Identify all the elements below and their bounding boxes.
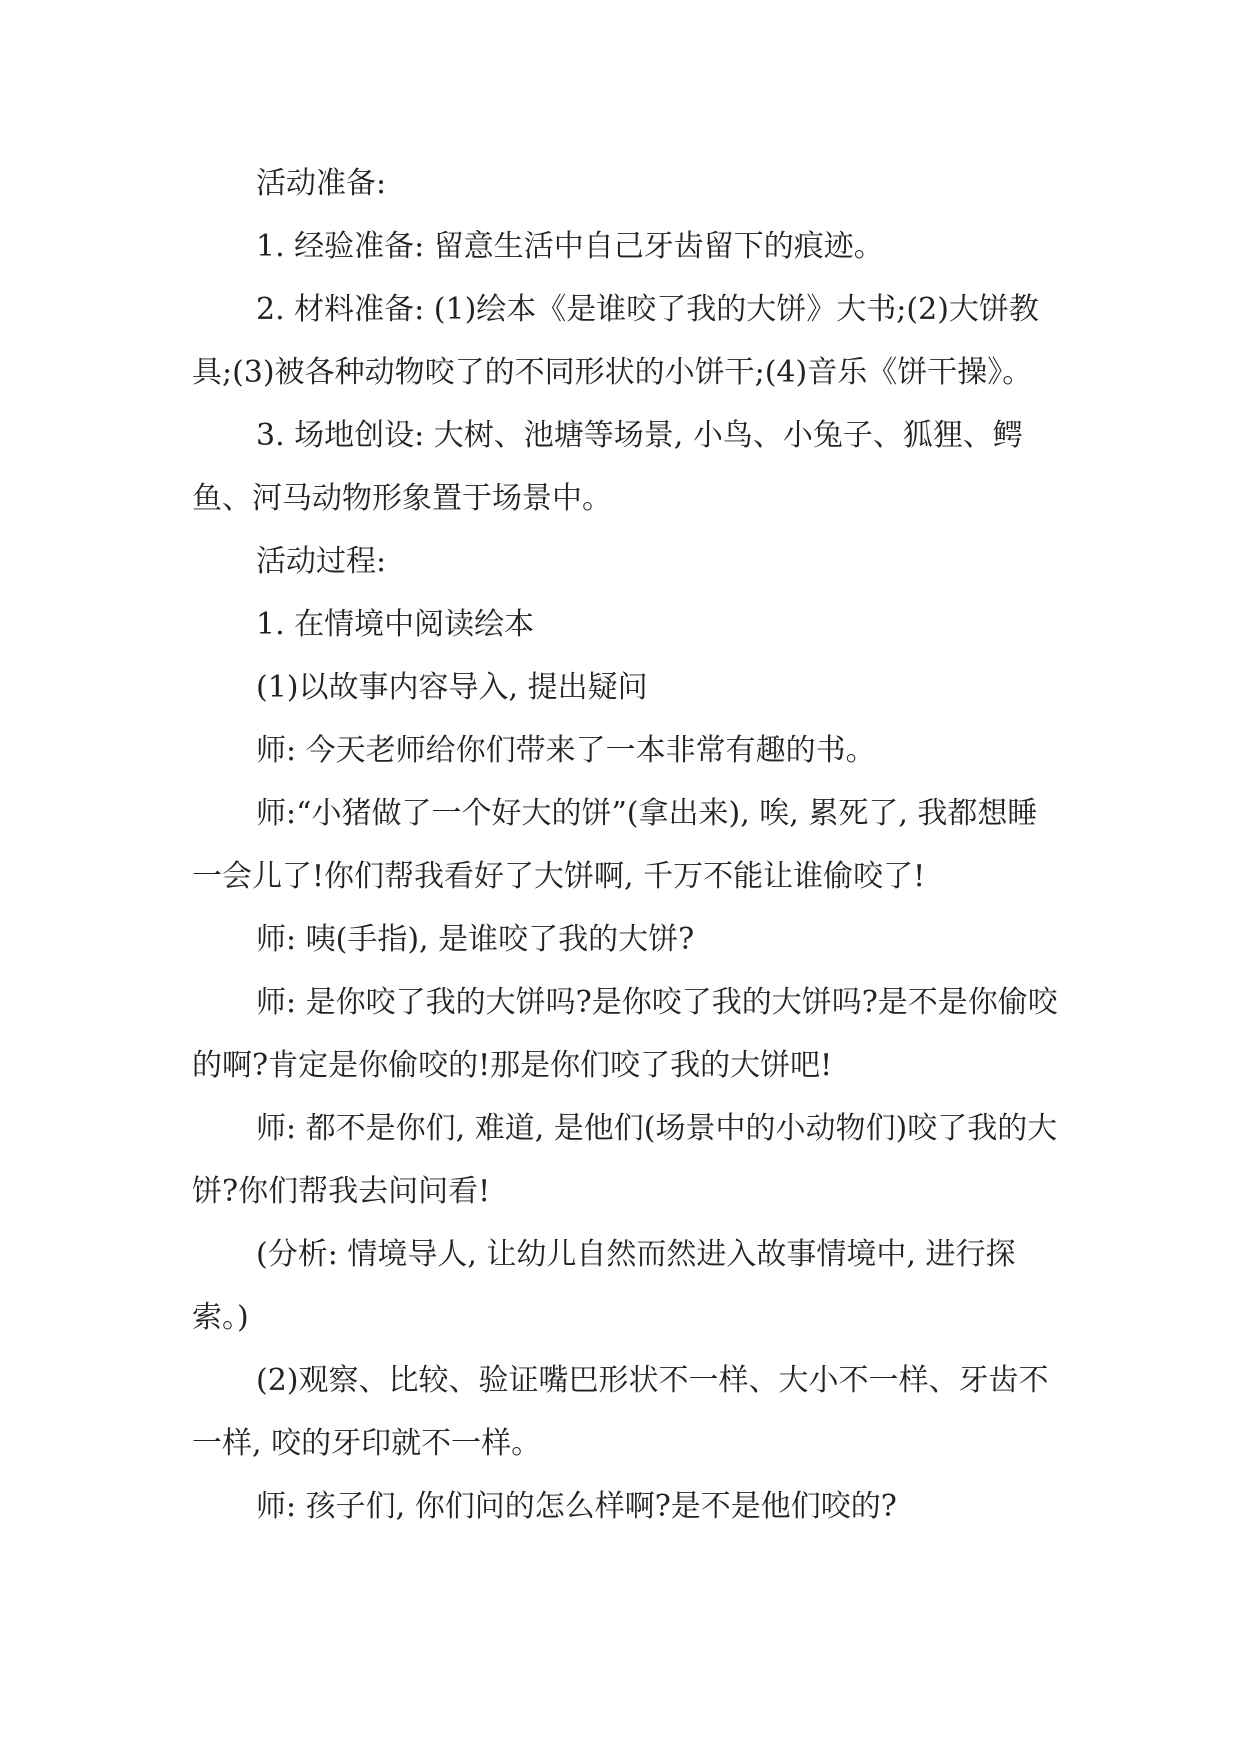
- paragraph: 1. 经验准备: 留意生活中自己牙齿留下的痕迹。: [256, 229, 884, 264]
- document-body: [192, 152, 1062, 1538]
- paragraph: 师: 孩子们, 你们问的怎么样啊?是不是他们咬的?: [256, 1489, 897, 1524]
- paragraph: 师: 咦(手指), 是谁咬了我的大饼?: [256, 922, 695, 957]
- paragraph: 1. 在情境中阅读绘本: [256, 607, 535, 642]
- paragraph: (分析: 情境导人, 让幼儿自然而然进入故事情境中, 进行探索。): [192, 1237, 1016, 1335]
- paragraph: 3. 场地创设: 大树、池塘等场景, 小鸟、小兔子、狐狸、鳄鱼、河马动物形象置于场景中。: [192, 418, 1023, 516]
- paragraph: 师:“小猪做了一个好大的饼”(拿出来), 唉, 累死了, 我都想睡一会儿了!你们帮我看好了大饼啊, 千万不能让谁偷咬了!: [192, 796, 1038, 894]
- paragraph: (1)以故事内容导入, 提出疑问: [256, 670, 648, 705]
- paragraph: 师: 是你咬了我的大饼吗?是你咬了我的大饼吗?是不是你偷咬的啊?肯定是你偷咬的!那是你们咬了我的大饼吧!: [192, 985, 1058, 1083]
- section-heading-process: 活动过程:: [256, 544, 387, 579]
- paragraph: 2. 材料准备: (1)绘本《是谁咬了我的大饼》大书;(2)大饼教具;(3)被各种动物咬了的不同形状的小饼干;(4)音乐《饼干操》。: [192, 292, 1039, 390]
- paragraph: (2)观察、比较、验证嘴巴形状不一样、大小不一样、牙齿不一样, 咬的牙印就不一样。: [192, 1363, 1049, 1461]
- paragraph: 师: 今天老师给你们带来了一本非常有趣的书。: [256, 733, 876, 768]
- section-heading-preparation: 活动准备:: [256, 166, 387, 201]
- paragraph: 师: 都不是你们, 难道, 是他们(场景中的小动物们)咬了我的大饼?你们帮我去问问看!: [192, 1111, 1058, 1209]
